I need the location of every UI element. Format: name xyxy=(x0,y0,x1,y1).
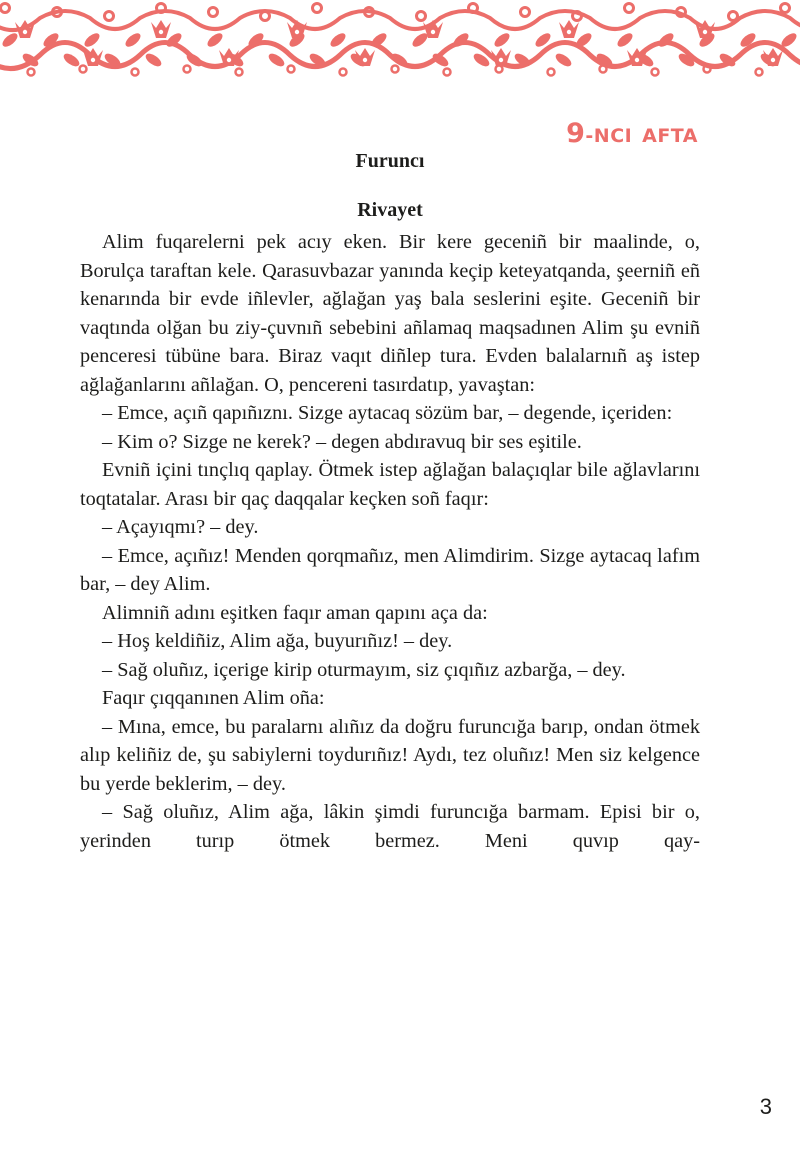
page-number: 3 xyxy=(759,1094,772,1119)
story-genre: Rivayet xyxy=(357,199,423,221)
week-suffix: -NCI xyxy=(585,125,633,147)
paragraph: – Emce, açıñ qapıñıznı. Sizge aytacaq sözüm bar, – degende, içeriden: xyxy=(102,402,673,424)
paragraph: Alim fuqarelerni pek acıy eken. Bir kere geceniñ bir maalinde, o, Borulça taraftan kele. Qarasuvbazar yanında keçip keteyatqanda, şeerniñ eñ kenarında bir evde iñlevler, ağlağan yaş bala seslerini eşite. Geceniñ bir vaqtında olğan bu ziy-çuvnıñ sebebini añlamaq maqsadınen Alim şu evniñ penceresi tübüne bara. Biraz vaqıt diñlep tura. Evden balalarnıñ aş istep ağlağanlarını añlağan. O, pencereni tasırdatıp, yavaştan: xyxy=(80,231,700,396)
paragraph: Faqır çıqqanınen Alim oña: xyxy=(102,687,325,709)
week-heading xyxy=(566,118,698,149)
paragraph: Alimniñ adını eşitken faqır aman qapını aça da: xyxy=(102,601,488,624)
paragraph: – Hoş keldiñiz, Alim ağa, buyurıñız! – dey. xyxy=(102,630,453,652)
story-title: Furuncı xyxy=(355,150,425,172)
paragraph: – Mına, emce, bu paralarnı alıñız da doğru furuncığa barıp, ondan ötmek alıp keliñiz de, şu sabiylerni toydurıñız! Aydı, tez oluñız! Men siz kelgence bu yerde beklerim, – dey. xyxy=(80,715,700,795)
paragraph: – Emce, açıñız! Menden qorqmañız, men Alimdirim. Sizge aytacaq lafım bar, – dey Alim. xyxy=(80,544,700,595)
paragraph: – Sağ oluñız, içerige kirip oturmayım, siz çıqıñız azbarğa, – dey. xyxy=(102,658,626,681)
week-number: 9 xyxy=(566,118,586,149)
floral-border-icon xyxy=(0,0,800,80)
paragraph: Evniñ içini tınçlıq qaplay. Ötmek istep ağlağan balaçıqlar bile ağlavlarını toqtatalar. Arası bir qaç daqqalar keçken soñ faqır: xyxy=(80,459,700,510)
paragraph: – Kim o? Sizge ne kerek? – degen abdıravuq bir ses eşitile. xyxy=(102,430,582,453)
story-body xyxy=(80,228,700,855)
paragraph: – Açayıqmı? – dey. xyxy=(102,516,259,538)
week-word: AFTA xyxy=(642,125,698,147)
paragraph: – Sağ oluñız, Alim ağa, lâkin şimdi furuncığa barmam. Episi bir o, yerinden turıp ötmek bermez. Meni quvıp qay- xyxy=(80,801,700,852)
